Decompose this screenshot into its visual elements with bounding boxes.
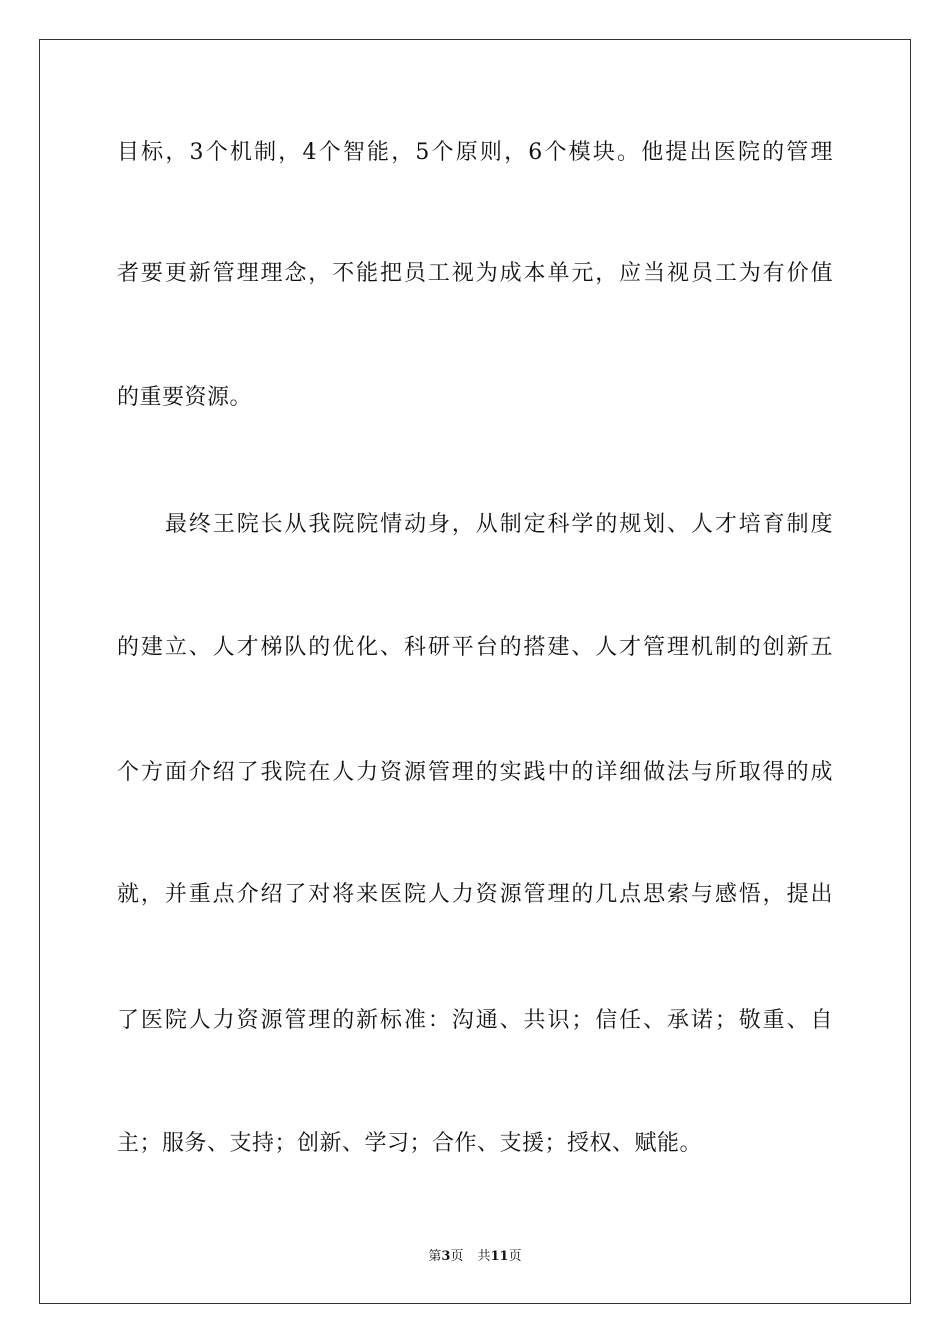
footer-total-prefix: 共: [477, 1249, 491, 1264]
footer-total-pages: 11: [490, 1249, 509, 1264]
paragraph-line-4: 最终王院长从我院院情动身，从制定科学的规划、人才培育制度: [165, 512, 833, 537]
paragraph-line-9: 主；服务、支持；创新、学习；合作、支援；授权、赋能。: [117, 1131, 703, 1156]
paragraph-line-3: 的重要资源。: [117, 385, 253, 410]
paragraph-line-8: 了医院人力资源管理的新标准：沟通、共识；信任、承诺；敬重、自: [117, 1008, 833, 1033]
page-border: [39, 39, 911, 1304]
paragraph-line-1: 目标，3个机制，4个智能，5个原则，6个模块。他提出医院的管理: [117, 140, 833, 165]
paragraph-line-2: 者要更新管理理念，不能把员工视为成本单元，应当视员工为有价值: [117, 261, 833, 286]
paragraph-line-6: 个方面介绍了我院在人力资源管理的实践中的详细做法与所取得的成: [117, 760, 833, 785]
footer-page-prefix: 第: [428, 1249, 442, 1264]
paragraph-line-5: 的建立、人才梯队的优化、科研平台的搭建、人才管理机制的创新五: [117, 635, 833, 660]
page-footer: [0, 1248, 950, 1266]
footer-page-suffix: 页: [450, 1249, 464, 1264]
footer-page-number: 3: [441, 1249, 451, 1264]
paragraph-line-7: 就，并重点介绍了对将来医院人力资源管理的几点思索与感悟，提出: [117, 882, 833, 907]
footer-total-suffix: 页: [508, 1249, 522, 1264]
